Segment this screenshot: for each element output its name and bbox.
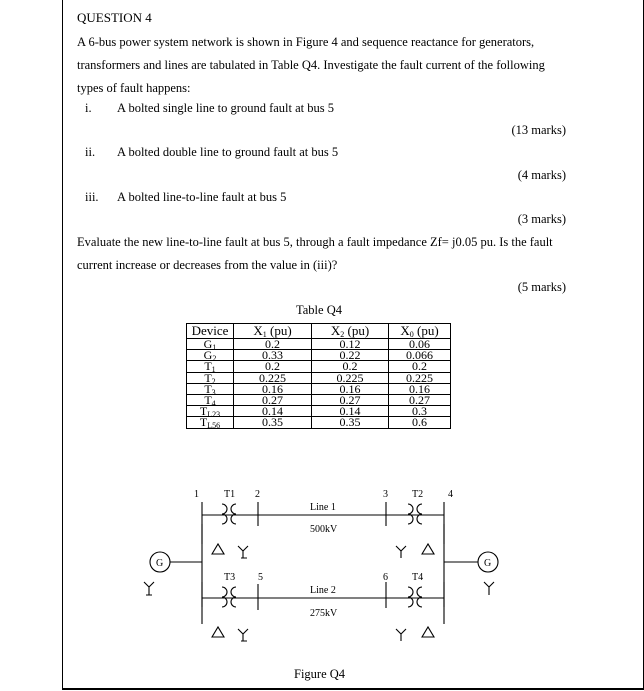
bus-label: 5: [258, 572, 263, 583]
transformer-label: T3: [224, 572, 236, 583]
part-number: iii.: [85, 190, 99, 204]
part-text: A bolted single line to ground fault at bus 5: [117, 101, 334, 115]
line-2-name: Line 2: [310, 585, 336, 596]
line-1-name: Line 1: [310, 502, 336, 513]
delta-icon: [212, 544, 224, 554]
bus-label: 3: [383, 489, 388, 500]
part-number: ii.: [85, 145, 96, 159]
network-diagram: [140, 482, 520, 662]
figure-caption: Figure Q4: [294, 667, 346, 681]
part-marks: (13 marks): [511, 123, 566, 137]
line-1-voltage: 500kV: [310, 524, 338, 535]
wye-icon: [484, 582, 494, 595]
wye-icon: [238, 629, 248, 641]
table-row: $G_1$ 0.2 0.12 0.06: [187, 339, 451, 350]
table-header: $X_2$ (pu): [312, 324, 389, 339]
transformer-t2: [408, 504, 422, 524]
table-header: $X_1$ (pu): [234, 324, 312, 339]
table-header: Device: [187, 324, 234, 339]
table-row: $T_3$ 0.16 0.16 0.16: [187, 383, 451, 394]
question-title: QUESTION 4: [77, 10, 152, 25]
delta-icon: [422, 627, 434, 637]
intro-line-2: transformers and lines are tabulated in Table Q4. Investigate the fault current of the following: [77, 58, 545, 72]
wye-ground-icon: [144, 582, 154, 595]
evaluate-line-1: Evaluate the new line-to-line fault at bus 5, through a fault impedance Zf= j0.05 pu. Is the fault: [77, 235, 553, 249]
transformer-t1: [222, 504, 236, 524]
bus-label: 2: [255, 489, 260, 500]
table-row: $T_2$ 0.225 0.225 0.225: [187, 372, 451, 383]
delta-icon: [212, 627, 224, 637]
part-number: i.: [85, 101, 92, 115]
generator-label: G: [156, 558, 164, 569]
table-row: $G_2$ 0.33 0.22 0.066: [187, 350, 451, 361]
table-header: $X_0$ (pu): [389, 324, 451, 339]
evaluate-line-2: current increase or decreases from the value in (iii)?: [77, 258, 338, 272]
evaluate-marks: (5 marks): [517, 280, 566, 294]
table-row: $T_4$ 0.27 0.27 0.27: [187, 394, 451, 405]
transformer-t3: [222, 587, 236, 607]
reactance-table: [186, 323, 451, 429]
bus-label: 4: [448, 489, 453, 500]
transformer-label: T2: [412, 489, 424, 500]
intro-line-3: types of fault happens:: [77, 81, 191, 95]
transformer-t4: [408, 587, 422, 607]
wye-icon: [238, 546, 248, 558]
bus-label: 1: [194, 489, 199, 500]
table-caption: Table Q4: [296, 303, 342, 317]
delta-icon: [422, 544, 434, 554]
generator-label: G: [484, 558, 492, 569]
part-marks: (4 marks): [517, 168, 566, 182]
part-marks: (3 marks): [517, 212, 566, 226]
intro-line-1: A 6-bus power system network is shown in Figure 4 and sequence reactance for generators,: [77, 35, 535, 49]
bus-label: 6: [383, 572, 388, 583]
transformer-label: T4: [412, 572, 424, 583]
wye-icon: [396, 546, 406, 558]
table-row: $T_1$ 0.2 0.2 0.2: [187, 361, 451, 372]
transformer-label: T1: [224, 489, 236, 500]
part-text: A bolted double line to ground fault at bus 5: [117, 145, 339, 159]
table-row: $T_{L23}$ 0.14 0.14 0.3: [187, 406, 451, 417]
line-2-voltage: 275kV: [310, 608, 338, 619]
table-row: $T_{L56}$ 0.35 0.35 0.6: [187, 417, 451, 428]
wye-icon: [396, 629, 406, 641]
part-text: A bolted line-to-line fault at bus 5: [117, 190, 287, 204]
